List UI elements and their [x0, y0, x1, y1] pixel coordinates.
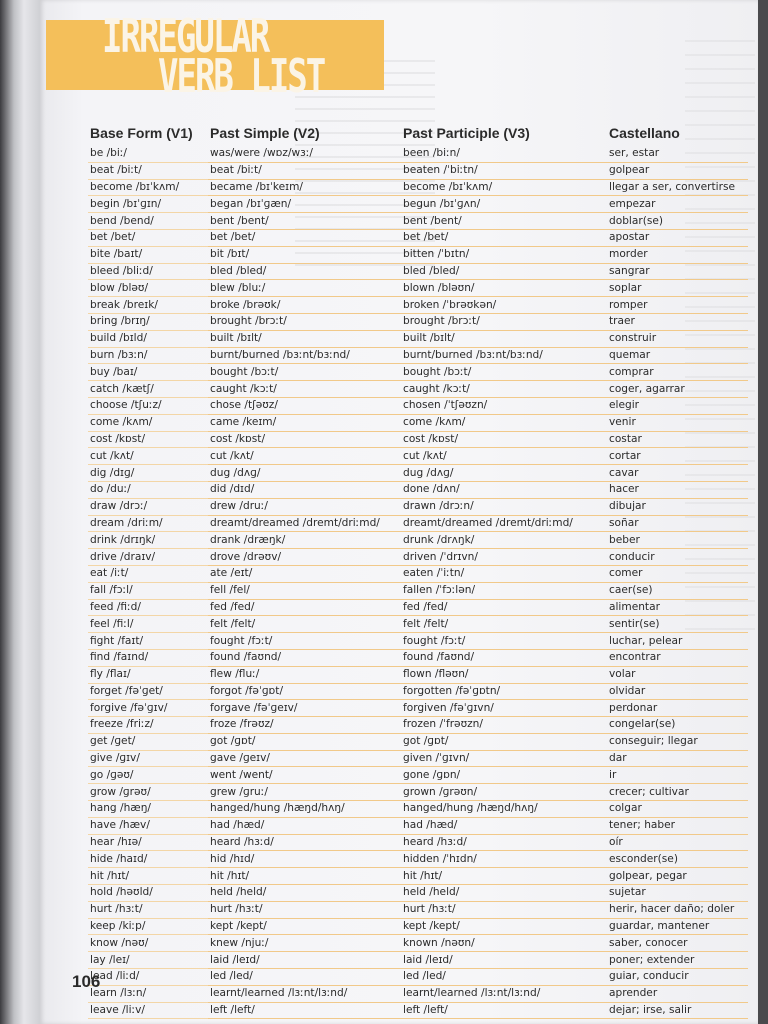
- past-simple-cell: chose /tʃəʊz/: [208, 397, 401, 414]
- table-row: [88, 666, 748, 683]
- castellano-cell: venir: [607, 414, 748, 431]
- past-simple-cell: fell /fel/: [208, 582, 401, 599]
- table-header-row: [88, 124, 748, 146]
- base-form-cell: bleed /bliːd/: [88, 263, 208, 280]
- past-simple-cell: fought /fɔːt/: [208, 633, 401, 650]
- past-participle-cell: bought /bɔːt/: [401, 364, 607, 381]
- castellano-cell: crecer; cultivar: [607, 784, 748, 801]
- past-simple-cell: drank /dræŋk/: [208, 532, 401, 549]
- base-form-cell: give /ɡɪv/: [88, 750, 208, 767]
- past-participle-cell: caught /kɔːt/: [401, 381, 607, 398]
- past-simple-cell: brought /brɔːt/: [208, 313, 401, 330]
- past-simple-cell: grew /ɡruː/: [208, 784, 401, 801]
- base-form-cell: grow /ɡrəʊ/: [88, 784, 208, 801]
- past-simple-cell: fed /fed/: [208, 599, 401, 616]
- past-simple-cell: found /faʊnd/: [208, 649, 401, 666]
- past-participle-cell: eaten /ˈiːtn/: [401, 565, 607, 582]
- past-simple-cell: bent /bent/: [208, 213, 401, 230]
- past-participle-cell: felt /felt/: [401, 616, 607, 633]
- past-simple-cell: became /bɪˈkeɪm/: [208, 179, 401, 196]
- base-form-cell: break /breɪk/: [88, 297, 208, 314]
- past-participle-cell: gone /ɡɒn/: [401, 767, 607, 784]
- past-participle-cell: fallen /ˈfɔːlən/: [401, 582, 607, 599]
- past-simple-cell: learnt/learned /lɜːnt/lɜːnd/: [208, 985, 401, 1002]
- past-simple-cell: bled /bled/: [208, 263, 401, 280]
- base-form-cell: bite /baɪt/: [88, 246, 208, 263]
- table-row: [88, 246, 748, 263]
- past-simple-cell: drew /druː/: [208, 498, 401, 515]
- table-row: [88, 297, 748, 314]
- past-participle-cell: fed /fed/: [401, 599, 607, 616]
- castellano-cell: traer: [607, 313, 748, 330]
- castellano-cell: esconder(se): [607, 851, 748, 868]
- castellano-cell: cortar: [607, 448, 748, 465]
- table-row: [88, 901, 748, 918]
- past-participle-cell: come /kʌm/: [401, 414, 607, 431]
- castellano-cell: caer(se): [607, 582, 748, 599]
- castellano-cell: guiar, conducir: [607, 969, 748, 986]
- past-participle-cell: bled /bled/: [401, 263, 607, 280]
- castellano-cell: conducir: [607, 549, 748, 566]
- past-participle-cell: bitten /ˈbɪtn/: [401, 246, 607, 263]
- table-row: [88, 616, 748, 633]
- past-simple-cell: hid /hɪd/: [208, 851, 401, 868]
- castellano-cell: costar: [607, 431, 748, 448]
- past-participle-cell: bet /bet/: [401, 229, 607, 246]
- table-row: [88, 263, 748, 280]
- base-form-cell: dig /dɪɡ/: [88, 465, 208, 482]
- castellano-cell: construir: [607, 330, 748, 347]
- castellano-cell: tener; haber: [607, 817, 748, 834]
- base-form-cell: hurt /hɜːt/: [88, 901, 208, 918]
- title-line-2: VERB LIST: [158, 49, 325, 104]
- past-participle-cell: given /ˈɡɪvn/: [401, 750, 607, 767]
- past-participle-cell: known /nəʊn/: [401, 935, 607, 952]
- past-participle-cell: had /hæd/: [401, 817, 607, 834]
- table-row: [88, 1002, 748, 1019]
- table-row: [88, 801, 748, 818]
- base-form-cell: fly /flaɪ/: [88, 666, 208, 683]
- castellano-cell: volar: [607, 666, 748, 683]
- table-row: [88, 767, 748, 784]
- base-form-cell: lead /liːd/: [88, 969, 208, 986]
- castellano-cell: golpear: [607, 162, 748, 179]
- table-row: [88, 313, 748, 330]
- table-row: [88, 481, 748, 498]
- past-participle-cell: driven /ˈdrɪvn/: [401, 549, 607, 566]
- past-simple-cell: forgave /fəˈɡeɪv/: [208, 700, 401, 717]
- past-participle-cell: begun /bɪˈɡʌn/: [401, 196, 607, 213]
- base-form-cell: hold /həʊld/: [88, 885, 208, 902]
- base-form-cell: lay /leɪ/: [88, 952, 208, 969]
- table-row: [88, 162, 748, 179]
- past-participle-cell: brought /brɔːt/: [401, 313, 607, 330]
- table-row: [88, 498, 748, 515]
- base-form-cell: freeze /friːz/: [88, 717, 208, 734]
- past-simple-cell: drove /drəʊv/: [208, 549, 401, 566]
- past-simple-cell: came /keɪm/: [208, 414, 401, 431]
- castellano-cell: coger, agarrar: [607, 381, 748, 398]
- table-row: [88, 465, 748, 482]
- past-simple-cell: caught /kɔːt/: [208, 381, 401, 398]
- past-simple-cell: kept /kept/: [208, 918, 401, 935]
- base-form-cell: hang /hæŋ/: [88, 801, 208, 818]
- table-row: [88, 213, 748, 230]
- past-simple-cell: gave /ɡeɪv/: [208, 750, 401, 767]
- table-row: [88, 649, 748, 666]
- past-participle-cell: fought /fɔːt/: [401, 633, 607, 650]
- castellano-cell: dejar; irse, salir: [607, 1002, 748, 1019]
- castellano-cell: llegar a ser, convertirse: [607, 179, 748, 196]
- base-form-cell: blow /bləʊ/: [88, 280, 208, 297]
- past-simple-cell: left /left/: [208, 1002, 401, 1019]
- base-form-cell: leave /liːv/: [88, 1002, 208, 1019]
- title-banner: [46, 9, 384, 104]
- book-spine-shadow: [0, 0, 40, 1024]
- base-form-cell: hit /hɪt/: [88, 868, 208, 885]
- past-simple-cell: hurt /hɜːt/: [208, 901, 401, 918]
- past-participle-cell: cut /kʌt/: [401, 448, 607, 465]
- base-form-cell: build /bɪld/: [88, 330, 208, 347]
- past-simple-cell: broke /brəʊk/: [208, 297, 401, 314]
- base-form-cell: drink /drɪŋk/: [88, 532, 208, 549]
- past-participle-cell: left /left/: [401, 1002, 607, 1019]
- base-form-cell: go /ɡəʊ/: [88, 767, 208, 784]
- past-participle-cell: hurt /hɜːt/: [401, 901, 607, 918]
- past-simple-cell: beat /biːt/: [208, 162, 401, 179]
- table-row: [88, 733, 748, 750]
- castellano-cell: romper: [607, 297, 748, 314]
- table-row: [88, 330, 748, 347]
- past-simple-cell: froze /frəʊz/: [208, 717, 401, 734]
- table-row: [88, 868, 748, 885]
- base-form-cell: know /nəʊ/: [88, 935, 208, 952]
- past-participle-cell: got /ɡɒt/: [401, 733, 607, 750]
- base-form-cell: eat /iːt/: [88, 565, 208, 582]
- base-form-cell: bend /bend/: [88, 213, 208, 230]
- table-row: [88, 969, 748, 986]
- table-row: [88, 717, 748, 734]
- past-participle-cell: hit /hɪt/: [401, 868, 607, 885]
- verb-table: [88, 124, 748, 1019]
- castellano-cell: soplar: [607, 280, 748, 297]
- past-simple-cell: held /held/: [208, 885, 401, 902]
- base-form-cell: become /bɪˈkʌm/: [88, 179, 208, 196]
- base-form-cell: dream /driːm/: [88, 515, 208, 532]
- castellano-cell: sujetar: [607, 885, 748, 902]
- castellano-cell: alimentar: [607, 599, 748, 616]
- table-row: [88, 952, 748, 969]
- table-row: [88, 381, 748, 398]
- past-participle-cell: held /held/: [401, 885, 607, 902]
- past-participle-cell: kept /kept/: [401, 918, 607, 935]
- table-row: [88, 918, 748, 935]
- castellano-cell: colgar: [607, 801, 748, 818]
- past-simple-cell: burnt/burned /bɜːnt/bɜːnd/: [208, 347, 401, 364]
- past-participle-cell: beaten /ˈbiːtn/: [401, 162, 607, 179]
- book-page: [40, 0, 758, 1024]
- base-form-cell: feel /fiːl/: [88, 616, 208, 633]
- table-row: [88, 784, 748, 801]
- verb-table-body: [88, 146, 748, 1019]
- past-simple-cell: forgot /fəˈɡɒt/: [208, 683, 401, 700]
- past-participle-cell: frozen /ˈfrəʊzn/: [401, 717, 607, 734]
- castellano-cell: soñar: [607, 515, 748, 532]
- table-row: [88, 565, 748, 582]
- past-simple-cell: knew /njuː/: [208, 935, 401, 952]
- past-participle-cell: chosen /ˈtʃəʊzn/: [401, 397, 607, 414]
- castellano-cell: aprender: [607, 985, 748, 1002]
- table-row: [88, 347, 748, 364]
- past-participle-cell: dreamt/dreamed /dremt/driːmd/: [401, 515, 607, 532]
- castellano-cell: hacer: [607, 481, 748, 498]
- base-form-cell: learn /lɜːn/: [88, 985, 208, 1002]
- past-participle-cell: blown /bləʊn/: [401, 280, 607, 297]
- castellano-cell: encontrar: [607, 649, 748, 666]
- past-simple-cell: laid /leɪd/: [208, 952, 401, 969]
- table-row: [88, 431, 748, 448]
- column-header-base-form: Base Form (V1): [90, 125, 193, 141]
- castellano-cell: beber: [607, 532, 748, 549]
- past-participle-cell: hidden /ˈhɪdn/: [401, 851, 607, 868]
- past-simple-cell: got /ɡɒt/: [208, 733, 401, 750]
- past-participle-cell: heard /hɜːd/: [401, 834, 607, 851]
- past-participle-cell: forgiven /fəˈɡɪvn/: [401, 700, 607, 717]
- past-simple-cell: built /bɪlt/: [208, 330, 401, 347]
- base-form-cell: bet /bet/: [88, 229, 208, 246]
- past-participle-cell: been /biːn/: [401, 146, 607, 162]
- past-participle-cell: built /bɪlt/: [401, 330, 607, 347]
- castellano-cell: golpear, pegar: [607, 868, 748, 885]
- past-participle-cell: burnt/burned /bɜːnt/bɜːnd/: [401, 347, 607, 364]
- past-simple-cell: blew /bluː/: [208, 280, 401, 297]
- past-simple-cell: led /led/: [208, 969, 401, 986]
- castellano-cell: dibujar: [607, 498, 748, 515]
- castellano-cell: perdonar: [607, 700, 748, 717]
- base-form-cell: come /kʌm/: [88, 414, 208, 431]
- castellano-cell: poner; extender: [607, 952, 748, 969]
- castellano-cell: comprar: [607, 364, 748, 381]
- table-row: [88, 229, 748, 246]
- base-form-cell: buy /baɪ/: [88, 364, 208, 381]
- castellano-cell: empezar: [607, 196, 748, 213]
- castellano-cell: comer: [607, 565, 748, 582]
- base-form-cell: keep /kiːp/: [88, 918, 208, 935]
- castellano-cell: doblar(se): [607, 213, 748, 230]
- base-form-cell: cost /kɒst/: [88, 431, 208, 448]
- past-simple-cell: was/were /wɒz/wɜː/: [208, 146, 401, 162]
- past-simple-cell: bit /bɪt/: [208, 246, 401, 263]
- base-form-cell: get /ɡet/: [88, 733, 208, 750]
- past-simple-cell: heard /hɜːd/: [208, 834, 401, 851]
- castellano-cell: ser, estar: [607, 146, 748, 162]
- table-row: [88, 397, 748, 414]
- base-form-cell: beat /biːt/: [88, 162, 208, 179]
- table-row: [88, 885, 748, 902]
- table-row: [88, 549, 748, 566]
- base-form-cell: catch /kætʃ/: [88, 381, 208, 398]
- column-header-castellano: Castellano: [609, 125, 680, 141]
- past-participle-cell: become /bɪˈkʌm/: [401, 179, 607, 196]
- past-simple-cell: felt /felt/: [208, 616, 401, 633]
- past-participle-cell: learnt/learned /lɜːnt/lɜːnd/: [401, 985, 607, 1002]
- past-participle-cell: drunk /drʌŋk/: [401, 532, 607, 549]
- page-number: 106: [72, 972, 101, 991]
- table-row: [88, 599, 748, 616]
- past-simple-cell: cost /kɒst/: [208, 431, 401, 448]
- past-simple-cell: flew /fluː/: [208, 666, 401, 683]
- table-row: [88, 633, 748, 650]
- castellano-cell: sentir(se): [607, 616, 748, 633]
- castellano-cell: conseguir; llegar: [607, 733, 748, 750]
- castellano-cell: elegir: [607, 397, 748, 414]
- past-participle-cell: bent /bent/: [401, 213, 607, 230]
- table-row: [88, 146, 748, 162]
- base-form-cell: have /hæv/: [88, 817, 208, 834]
- table-row: [88, 179, 748, 196]
- castellano-cell: sangrar: [607, 263, 748, 280]
- past-participle-cell: flown /fləʊn/: [401, 666, 607, 683]
- castellano-cell: dar: [607, 750, 748, 767]
- base-form-cell: do /duː/: [88, 481, 208, 498]
- table-row: [88, 700, 748, 717]
- castellano-cell: ir: [607, 767, 748, 784]
- base-form-cell: forgive /fəˈɡɪv/: [88, 700, 208, 717]
- castellano-cell: oír: [607, 834, 748, 851]
- castellano-cell: luchar, pelear: [607, 633, 748, 650]
- table-row: [88, 582, 748, 599]
- past-participle-cell: dug /dʌɡ/: [401, 465, 607, 482]
- base-form-cell: burn /bɜːn/: [88, 347, 208, 364]
- past-simple-cell: had /hæd/: [208, 817, 401, 834]
- castellano-cell: morder: [607, 246, 748, 263]
- base-form-cell: fall /fɔːl/: [88, 582, 208, 599]
- past-participle-cell: broken /ˈbrəʊkən/: [401, 297, 607, 314]
- past-simple-cell: cut /kʌt/: [208, 448, 401, 465]
- table-row: [88, 364, 748, 381]
- table-row: [88, 851, 748, 868]
- table-row: [88, 985, 748, 1002]
- past-simple-cell: hanged/hung /hæŋd/hʌŋ/: [208, 801, 401, 818]
- table-row: [88, 280, 748, 297]
- past-participle-cell: led /led/: [401, 969, 607, 986]
- past-simple-cell: dug /dʌɡ/: [208, 465, 401, 482]
- base-form-cell: draw /drɔː/: [88, 498, 208, 515]
- base-form-cell: begin /bɪˈɡɪn/: [88, 196, 208, 213]
- past-participle-cell: found /faʊnd/: [401, 649, 607, 666]
- past-simple-cell: bought /bɔːt/: [208, 364, 401, 381]
- base-form-cell: choose /tʃuːz/: [88, 397, 208, 414]
- past-participle-cell: cost /kɒst/: [401, 431, 607, 448]
- base-form-cell: find /faɪnd/: [88, 649, 208, 666]
- base-form-cell: feed /fiːd/: [88, 599, 208, 616]
- castellano-cell: quemar: [607, 347, 748, 364]
- past-participle-cell: done /dʌn/: [401, 481, 607, 498]
- base-form-cell: forget /fəˈɡet/: [88, 683, 208, 700]
- base-form-cell: fight /faɪt/: [88, 633, 208, 650]
- past-participle-cell: laid /leɪd/: [401, 952, 607, 969]
- castellano-cell: cavar: [607, 465, 748, 482]
- table-row: [88, 414, 748, 431]
- past-simple-cell: dreamt/dreamed /dremt/driːmd/: [208, 515, 401, 532]
- table-row: [88, 817, 748, 834]
- past-simple-cell: began /bɪˈɡæn/: [208, 196, 401, 213]
- base-form-cell: hear /hɪə/: [88, 834, 208, 851]
- past-simple-cell: hit /hɪt/: [208, 868, 401, 885]
- castellano-cell: herir, hacer daño; doler: [607, 901, 748, 918]
- castellano-cell: guardar, mantener: [607, 918, 748, 935]
- table-row: [88, 515, 748, 532]
- table-row: [88, 448, 748, 465]
- base-form-cell: be /biː/: [88, 146, 208, 162]
- past-participle-cell: grown /ɡrəʊn/: [401, 784, 607, 801]
- castellano-cell: olvidar: [607, 683, 748, 700]
- title-line-1: IRREGULAR: [102, 9, 269, 64]
- base-form-cell: drive /draɪv/: [88, 549, 208, 566]
- base-form-cell: hide /haɪd/: [88, 851, 208, 868]
- castellano-cell: congelar(se): [607, 717, 748, 734]
- table-row: [88, 935, 748, 952]
- past-participle-cell: drawn /drɔːn/: [401, 498, 607, 515]
- table-row: [88, 834, 748, 851]
- past-simple-cell: ate /eɪt/: [208, 565, 401, 582]
- table-row: [88, 196, 748, 213]
- table-row: [88, 683, 748, 700]
- base-form-cell: bring /brɪŋ/: [88, 313, 208, 330]
- past-simple-cell: did /dɪd/: [208, 481, 401, 498]
- table-row: [88, 532, 748, 549]
- past-simple-cell: went /went/: [208, 767, 401, 784]
- base-form-cell: cut /kʌt/: [88, 448, 208, 465]
- table-row: [88, 750, 748, 767]
- castellano-cell: apostar: [607, 229, 748, 246]
- column-header-past-simple: Past Simple (V2): [210, 125, 320, 141]
- column-header-past-participle: Past Participle (V3): [403, 125, 530, 141]
- past-simple-cell: bet /bet/: [208, 229, 401, 246]
- castellano-cell: saber, conocer: [607, 935, 748, 952]
- past-participle-cell: hanged/hung /hæŋd/hʌŋ/: [401, 801, 607, 818]
- past-participle-cell: forgotten /fəˈɡɒtn/: [401, 683, 607, 700]
